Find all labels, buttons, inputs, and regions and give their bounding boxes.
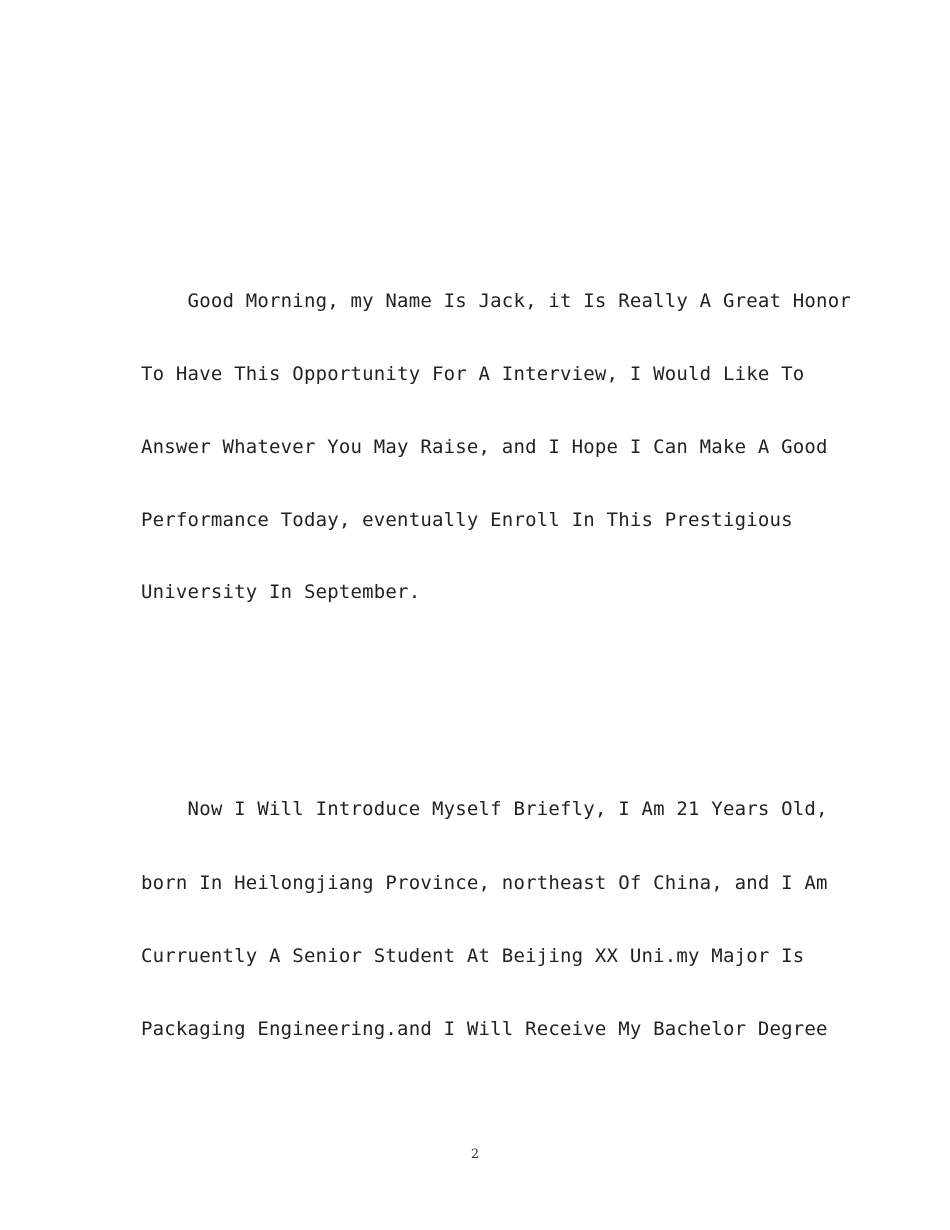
paragraph-line: To Have This Opportunity For A Interview, I Would Like To [141, 363, 805, 385]
paragraph-line: Good Morning, my Name Is Jack, it Is Really A Great Honor [141, 290, 851, 312]
paragraph-line: Now I Will Introduce Myself Briefly, I Am 21 Years Old, [141, 798, 828, 820]
paragraph-line: Performance Today, eventually Enroll In This Prestigious [141, 509, 793, 531]
paragraph-line: University In September. [141, 581, 421, 603]
paragraph-line: Answer Whatever You May Raise, and I Hope I Can Make A Good [141, 436, 828, 458]
paragraph-line: Packaging Engineering.and I Will Receive My Bachelor Degree [141, 1018, 828, 1040]
paragraph-line: Curruently A Senior Student At Beijing XX Uni.my Major Is [141, 945, 805, 967]
paragraph-line: born In Heilongjiang Province, northeast Of China, and I Am [141, 872, 828, 894]
page-number: 2 [470, 1147, 480, 1162]
